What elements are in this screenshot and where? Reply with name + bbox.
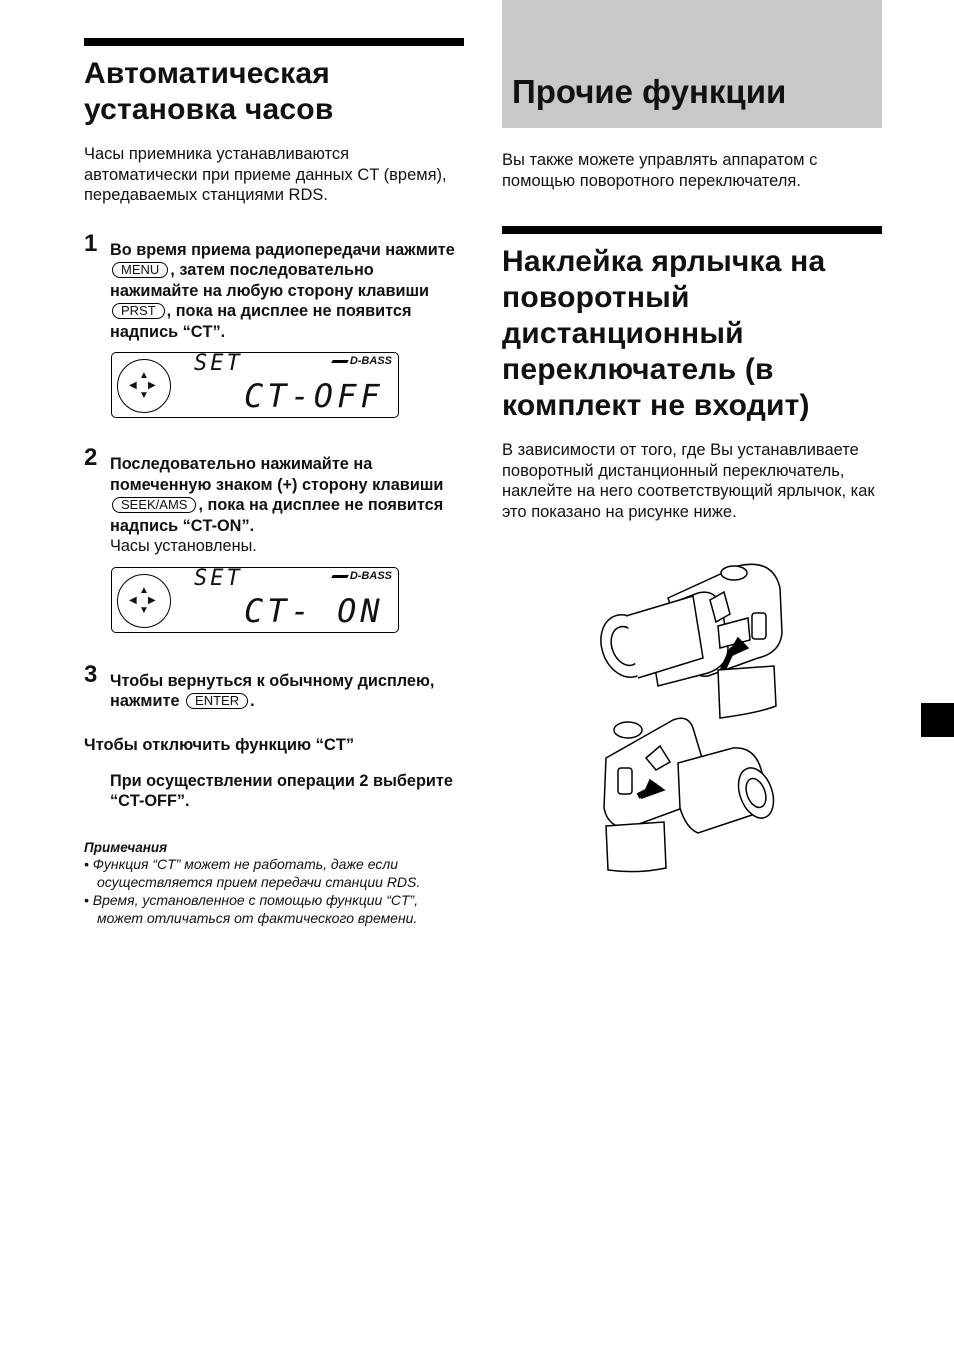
rotary-commander-upper-icon	[598, 564, 782, 718]
intro-text: Часы приемника устанавливаются автоматически при приеме данных CT (время), передаваемых станциями RDS.	[84, 145, 447, 204]
dbass-indicator: D-BASS	[349, 569, 392, 582]
left-column	[84, 38, 464, 927]
notes-title: Примечания	[84, 839, 168, 855]
section-rule	[502, 226, 882, 234]
section-rule	[84, 38, 464, 46]
menu-key-label: MENU	[112, 262, 168, 278]
rotary-knob-icon: ▲ ▶ ▼ ◀	[117, 574, 171, 628]
enter-key-label: ENTER	[186, 693, 248, 709]
lcd-main-text: CT-OFF	[244, 377, 384, 415]
lcd-main-text: CT- ON	[244, 591, 384, 630]
display-illustration-ct-on	[111, 567, 399, 633]
dbass-indicator: D-BASS	[349, 355, 392, 367]
step-number: 1	[84, 229, 98, 257]
rotary-knob-icon: ▲ ▶ ▼ ◀	[117, 359, 171, 413]
rotary-commander-lower-icon	[604, 718, 780, 871]
step-2	[84, 444, 464, 557]
chapter-header	[502, 0, 882, 128]
step-text: , затем последовательно нажимайте на любую сторону клавиши	[110, 261, 430, 300]
chapter-intro: Вы также можете управлять аппаратом с помощью поворотного переключателя.	[502, 151, 818, 190]
step-number: 3	[84, 660, 98, 688]
note-item: • Время, установленное с помощью функции “CT”, может отличаться от фактического времени.	[84, 891, 419, 926]
label-section	[502, 226, 882, 522]
step-1	[84, 229, 464, 343]
section-title: Автоматическая установка часов	[84, 57, 334, 126]
step-text: Последовательно нажимайте на помеченную знаком (+) сторону клавиши	[110, 455, 444, 494]
note-item: • Функция “CT” может не работать, даже если осуществляется прием передачи станции RDS.	[84, 855, 421, 890]
step-text: .	[250, 692, 255, 710]
section-text: В зависимости от того, где Вы устанавливаете поворотный дистанционный переключатель, наклейте на него соответствующий ярлычок, как это показано на рисунке ниже.	[502, 441, 875, 521]
step-number: 2	[84, 444, 98, 471]
display-illustration-ct-off	[111, 352, 399, 418]
step-result: Часы установлены.	[110, 537, 257, 555]
lcd-set-text: SET	[194, 351, 243, 376]
chapter-title: Прочие функции	[512, 73, 787, 110]
subsection-text: При осуществлении операции 2 выберите “CT-OFF”.	[110, 771, 453, 810]
subsection-heading: Чтобы отключить функцию “CT”	[84, 735, 355, 754]
step-text: Чтобы вернуться к обычному дисплею, нажмите	[110, 671, 435, 710]
seek-ams-key-label: SEEK/AMS	[112, 497, 196, 513]
step-3	[84, 660, 464, 712]
section-title: Наклейка ярлычка на поворотный дистанционный переключатель (в комплект не входит)	[502, 245, 826, 422]
step-text: , пока на дисплее не появится надпись “CT-ON”.	[110, 496, 444, 535]
prst-key-label: PRST	[112, 303, 165, 319]
step-text: Во время приема радиопередачи нажмите	[110, 240, 455, 259]
rotary-commander-illustration	[598, 558, 788, 878]
page-tab-marker	[921, 703, 954, 737]
lcd-set-text: SET	[194, 565, 243, 591]
step-text: , пока на дисплее не появится надпись “CT”.	[110, 302, 412, 341]
